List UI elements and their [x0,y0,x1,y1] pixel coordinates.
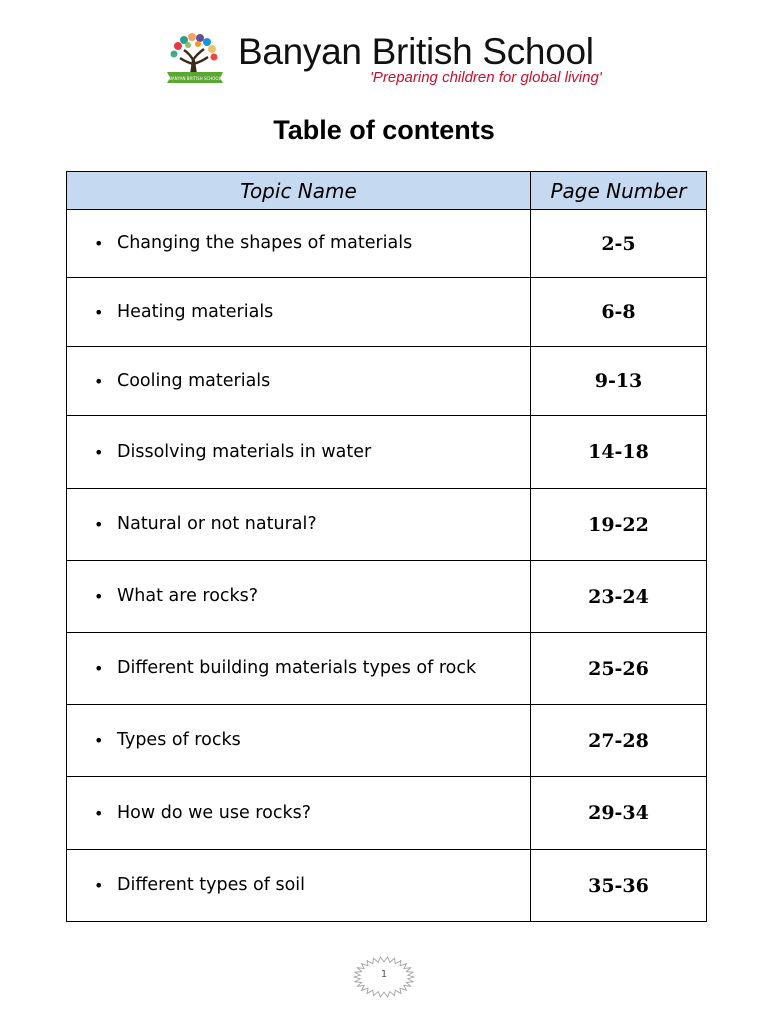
topic-name: Dissolving materials in water [117,441,372,462]
topic-cell [67,777,531,850]
table-row [67,489,707,561]
table-row [67,633,707,705]
bullet-icon: • [94,515,104,534]
bullet-icon: • [94,302,104,322]
topic-name: Heating materials [117,301,274,322]
topic-name: Types of rocks [117,730,241,750]
topic-name-header: Topic Name [67,172,531,210]
page-range: 25-26 [531,633,707,705]
topic-name: Natural or not natural? [117,514,317,534]
page-title: Table of contents [273,115,495,145]
table-row [67,347,707,416]
page-range: 19-22 [531,489,707,561]
page-range: 9-13 [531,347,707,416]
bullet-icon: • [94,371,104,391]
topic-cell [67,705,531,777]
bullet-icon: • [94,442,104,462]
table-header-row [67,172,707,210]
logo-banner-text: BANYAN BRITISH SCHOOL [169,76,221,81]
topic-name: Changing the shapes of materials [117,233,413,253]
table-row [67,561,707,633]
page-range: 6-8 [531,278,707,347]
page-range: 14-18 [531,416,707,489]
page-number-badge [353,956,415,998]
topic-cell [67,489,531,561]
bullet-icon: • [94,659,104,678]
bullet-icon: • [94,876,104,895]
table-row [67,210,707,278]
page-range: 35-36 [531,850,707,922]
topic-cell [67,210,531,278]
table-row [67,705,707,777]
topic-cell [67,278,531,347]
banyan-tree-logo [164,30,226,84]
topic-cell [67,633,531,705]
topic-name: What are rocks? [117,586,259,606]
table-row [67,850,707,922]
topic-cell [67,850,531,922]
page-range: 29-34 [531,777,707,850]
table-row [67,278,707,347]
contents-table [66,171,707,922]
bullet-icon: • [94,731,104,750]
topic-cell [67,347,531,416]
contents-table-body [67,210,707,922]
page-range: 23-24 [531,561,707,633]
topic-name: Different building materials types of rock [117,658,477,678]
bullet-icon: • [94,803,104,823]
bullet-icon: • [94,234,104,253]
page-number-header: Page Number [531,172,707,210]
bullet-icon: • [94,587,104,606]
topic-cell [67,561,531,633]
page-range: 2-5 [531,210,707,278]
school-name: Banyan British School [238,31,594,72]
table-row [67,416,707,489]
table-row [67,777,707,850]
page-range: 27-28 [531,705,707,777]
topic-name: Cooling materials [117,370,271,391]
school-header [164,30,624,90]
page-number: 1 [380,969,388,980]
topic-name: Different types of soil [117,875,306,895]
topic-name: How do we use rocks? [117,802,311,823]
school-tagline: 'Preparing children for global living' [370,69,602,86]
topic-cell [67,416,531,489]
